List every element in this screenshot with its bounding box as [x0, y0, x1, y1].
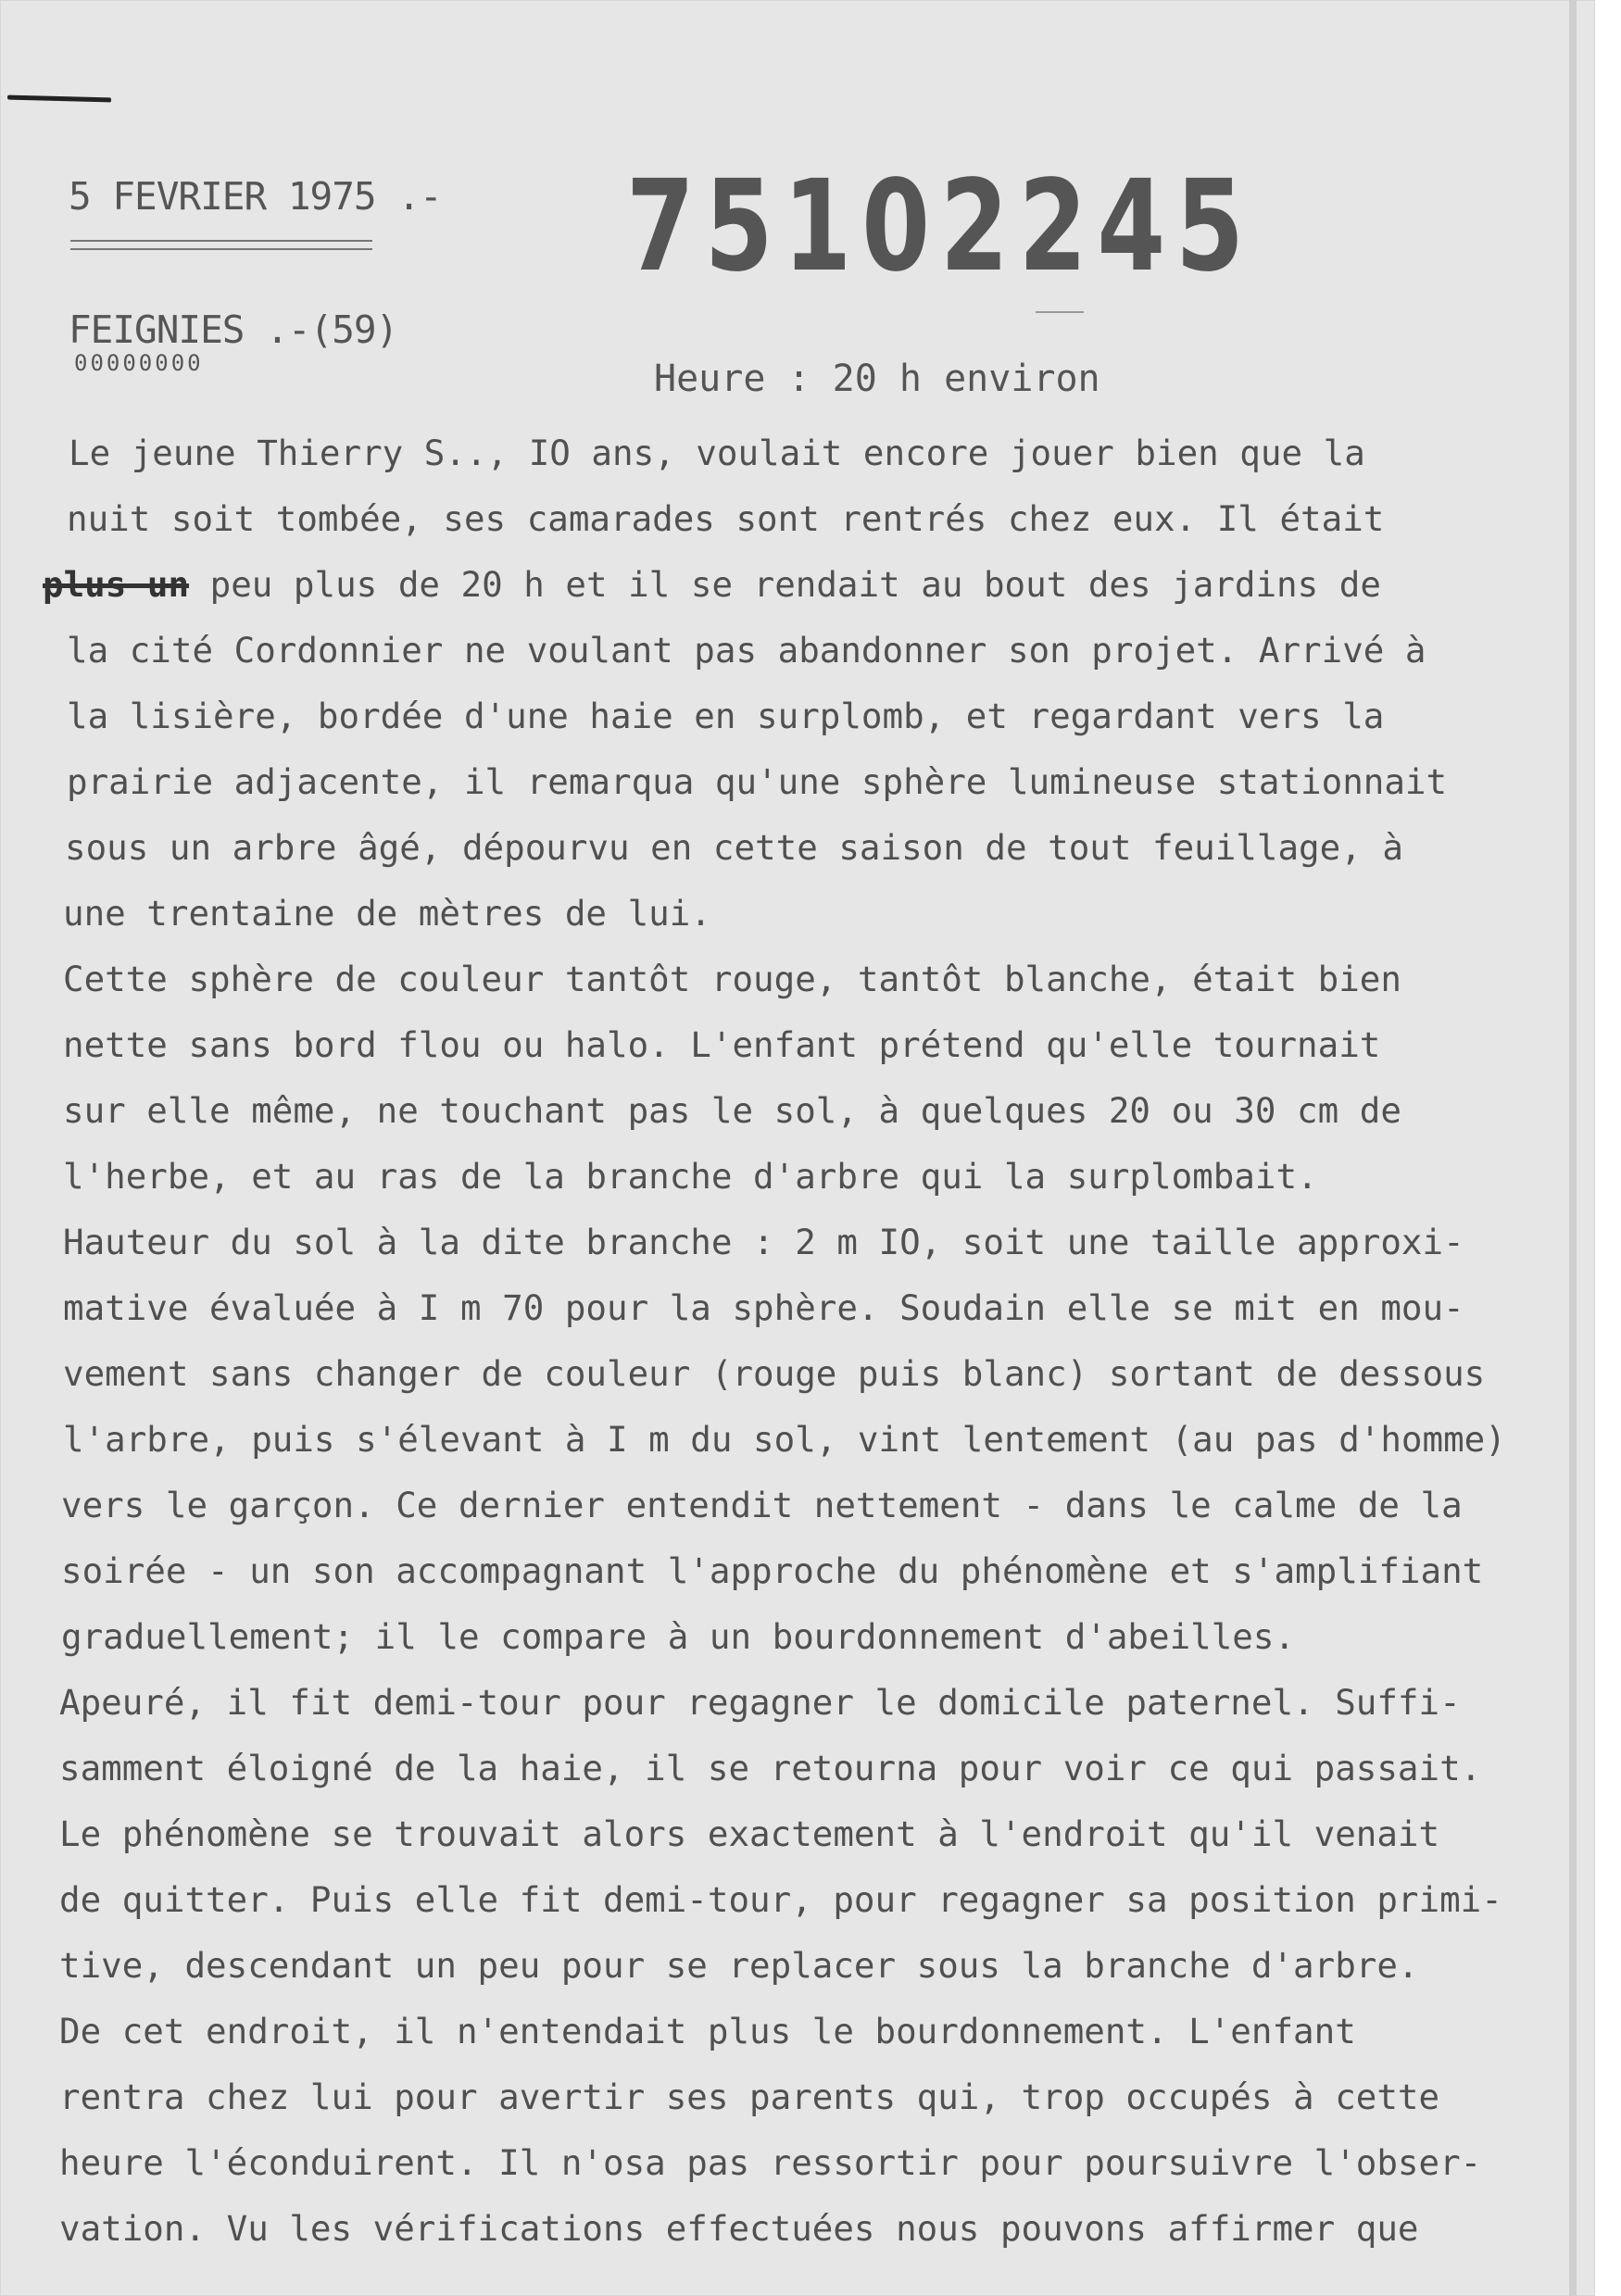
location-underline: 00000000	[74, 350, 204, 376]
line-text: vers le garçon. Ce dernier entendit nettement - dans le calme de la	[61, 1485, 1463, 1525]
date-underline	[70, 240, 372, 250]
line-text: peu plus de 20 h et il se rendait au bout des jardins de	[189, 564, 1381, 605]
text-line	[59, 1867, 1541, 1933]
line-text: tive, descendant un peu pour se replacer sous la branche d'arbre.	[59, 1945, 1419, 1986]
text-line	[59, 1999, 1541, 2064]
line-text: vation. Vu les vérifications effectuées nous pouvons affirmer que	[59, 2208, 1419, 2249]
line-text: sous un arbre âgé, dépourvu en cette saison de tout feuillage, à	[65, 827, 1403, 868]
line-text: sur elle même, ne touchant pas le sol, à quelques 20 ou 30 cm de	[63, 1090, 1401, 1131]
text-line	[67, 684, 1541, 749]
line-text: Apeuré, il fit demi-tour pour regagner le domicile paternel. Suffi-	[59, 1682, 1461, 1723]
text-line	[63, 881, 1541, 947]
line-text: la cité Cordonnier ne voulant pas abandonner son projet. Arrivé à	[67, 630, 1426, 671]
line-text: l'herbe, et au ras de la branche d'arbre qui la surplombait.	[63, 1156, 1318, 1197]
corner-mark	[7, 95, 111, 103]
text-line	[63, 1275, 1541, 1341]
reference-mark	[1036, 311, 1084, 313]
page-edge	[1569, 0, 1577, 2296]
line-text: rentra chez lui pour avertir ses parents qui, trop occupés à cette	[59, 2076, 1440, 2117]
text-line	[59, 1933, 1541, 1999]
line-text: soirée - un son accompagnant l'approche du phénomène et s'amplifiant	[61, 1550, 1484, 1591]
line-text: Cette sphère de couleur tantôt rouge, tantôt blanche, était bien	[63, 959, 1401, 999]
line-text: heure l'éconduirent. Il n'osa pas ressortir pour poursuivre l'obser-	[59, 2142, 1482, 2183]
text-line	[61, 1473, 1541, 1538]
text-line	[59, 2196, 1541, 2262]
text-line	[59, 1801, 1541, 1867]
report-body	[43, 420, 1541, 2262]
line-text: Le jeune Thierry S.., IO ans, voulait encore jouer bien que la	[69, 433, 1365, 473]
text-line	[43, 552, 1541, 618]
text-line	[59, 2064, 1541, 2130]
text-line	[67, 486, 1541, 552]
text-line	[59, 1736, 1541, 1801]
line-text: Hauteur du sol à la dite branche : 2 m IO, soit une taille approxi-	[63, 1222, 1464, 1262]
line-text: l'arbre, puis s'élevant à I m du sol, vint lentement (au pas d'homme)	[63, 1419, 1506, 1460]
text-line	[59, 2130, 1541, 2196]
text-line	[61, 1538, 1541, 1604]
line-text: nette sans bord flou ou halo. L'enfant prétend qu'elle tournait	[63, 1024, 1381, 1065]
line-text: une trentaine de mètres de lui.	[63, 893, 711, 934]
line-text: de quitter. Puis elle fit demi-tour, pour regagner sa position primi-	[59, 1879, 1502, 1920]
text-line	[65, 815, 1541, 881]
text-line	[63, 1341, 1541, 1407]
text-line	[59, 1670, 1541, 1736]
line-text: vement sans changer de couleur (rouge puis blanc) sortant de dessous	[63, 1353, 1486, 1394]
time-of-event: Heure : 20 h environ	[654, 358, 1100, 400]
line-text: Le phénomène se trouvait alors exactement à l'endroit qu'il venait	[59, 1813, 1440, 1854]
text-line	[63, 1078, 1541, 1144]
line-text: graduellement; il le compare à un bourdonnement d'abeilles.	[61, 1616, 1296, 1657]
struck-text: plus un	[43, 564, 190, 605]
text-line	[67, 618, 1541, 684]
text-line	[63, 1144, 1541, 1210]
line-text: mative évaluée à I m 70 pour la sphère. Soudain elle se mit en mou-	[63, 1287, 1464, 1328]
text-line	[63, 947, 1541, 1012]
reference-number: 75102245	[626, 154, 1254, 300]
text-line	[63, 1407, 1541, 1473]
line-text: De cet endroit, il n'entendait plus le bourdonnement. L'enfant	[59, 2011, 1356, 2051]
text-line	[63, 1210, 1541, 1275]
line-text: prairie adjacente, il remarqua qu'une sphère lumineuse stationnait	[67, 761, 1448, 802]
line-text: samment éloigné de la haie, il se retourna pour voir ce qui passait.	[59, 1748, 1482, 1788]
line-text: la lisière, bordée d'une haie en surplomb, et regardant vers la	[67, 696, 1385, 736]
text-line	[67, 749, 1541, 815]
text-line	[69, 420, 1541, 486]
location: FEIGNIES .-(59)	[69, 307, 398, 352]
text-line	[63, 1012, 1541, 1078]
report-date: 5 FEVRIER 1975 .-	[69, 174, 442, 219]
line-text: nuit soit tombée, ses camarades sont rentrés chez eux. Il était	[67, 498, 1385, 539]
text-line	[61, 1604, 1541, 1670]
